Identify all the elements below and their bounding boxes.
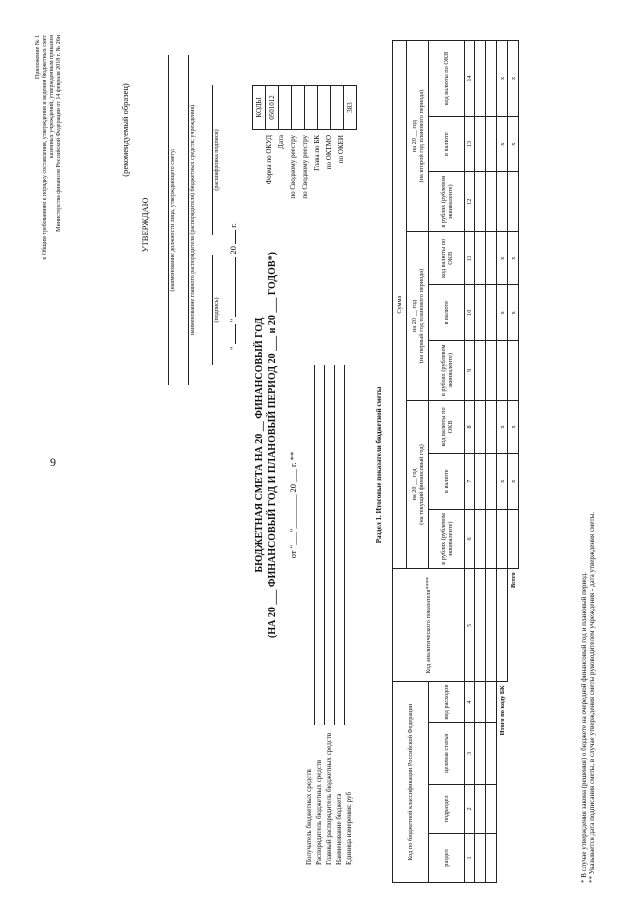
footnotes <box>580 183 596 883</box>
decode-line <box>212 85 213 235</box>
col-podrazdel: подраздел <box>429 784 465 833</box>
doc-date-line: от "___"________ 20 ___ г. ** <box>288 451 298 559</box>
total-kbk-row: Итого по коду БК х х х х х х <box>497 41 508 883</box>
approval-caption-2: наименование главного распорядителя (распорядителя) бюджетных средств; учреждения) <box>190 104 196 336</box>
appendix-block <box>35 35 63 275</box>
recommended-label: (рекомендуемый образец) <box>120 83 130 177</box>
approval-date-close: " <box>228 318 238 323</box>
total-all-row: Всего х х х х х х <box>508 41 519 883</box>
approval-date-open: " <box>228 346 238 350</box>
appendix-line-2: к Общим требованиям к порядку составления, утверждения и ведения бюджетных смет казенных учреждений, утвержденным приказом <box>42 35 55 260</box>
col-razdel: раздел <box>429 833 465 882</box>
code-okei-value: 383 <box>344 86 357 130</box>
y1-currency: в валюте <box>429 454 465 509</box>
code-label-bk: Глава по БК <box>313 135 321 171</box>
approval-title: УТВЕРЖДАЮ <box>140 197 150 253</box>
y3-currency: в валюте <box>429 116 465 171</box>
fields-block <box>305 725 355 865</box>
approval-date-g: г. <box>228 223 238 228</box>
table-row <box>486 41 497 883</box>
footnote-1: * В случае утверждения закона (решения) о бюджете на очередной финансовый год и плановый период. <box>580 572 588 883</box>
code-bk-value <box>318 86 331 130</box>
code-registry-1-value <box>292 86 305 130</box>
field-unit: Единица измерения: руб <box>345 791 353 865</box>
field-recipient: Получатель бюджетных средств <box>305 769 313 865</box>
code-label-oktmo: по ОКТМО <box>325 135 333 170</box>
code-label-okei: по ОКЕИ <box>337 135 345 164</box>
y2-rub: в рублях (рублевом эквиваленте) <box>429 340 465 400</box>
codes-table <box>252 85 357 130</box>
column-numbers-row: 1 2 3 4 5 6 7 8 9 10 11 12 13 14 <box>465 41 475 883</box>
decode-caption: (расшифровка подписи) <box>214 129 220 191</box>
y3-okv: код валюты по ОКВ <box>429 41 465 117</box>
field-line-1 <box>314 365 315 725</box>
col-vid: вид расходов <box>429 682 465 723</box>
code-okud-value: 0501012 <box>266 86 279 130</box>
y2-okv: код валюты по ОКВ <box>429 232 465 285</box>
codes-header: КОДЫ <box>253 86 266 130</box>
y3-rub: в рублях (рублевом эквиваленте) <box>429 172 465 232</box>
doc-title-2: (НА 20 ___ ФИНАНСОВЫЙ ГОД И ПЛАНОВЫЙ ПЕРИОД 20 ___ и 20 ___ ГОДОВ*) <box>267 252 278 638</box>
sum-header: Сумма <box>393 41 407 569</box>
codes-labels <box>253 135 349 345</box>
field-budget-name: Наименование бюджета <box>335 793 343 865</box>
code-label-registry-1: по Сводному реестру <box>289 135 297 199</box>
field-line-4 <box>344 365 345 725</box>
col-celevaya: целевая статья <box>429 722 465 784</box>
analytic-header: Код аналитического показателя**** <box>393 569 465 682</box>
code-registry-2-value <box>305 86 318 130</box>
y1-okv: код валюты по ОКВ <box>429 400 465 453</box>
main-table <box>392 40 519 883</box>
doc-title-1: БЮДЖЕТНАЯ СМЕТА НА 20 __ ФИНАНСОВЫЙ ГОД <box>254 317 265 573</box>
field-line-2 <box>324 365 325 725</box>
approval-caption-1: (наименование должности лица, утверждающего смету; <box>170 148 176 292</box>
appendix-line-3: Министерства финансов Российской Федерации от 14 февраля 2018 г. № 26н <box>56 35 62 232</box>
approval-line-1 <box>168 55 169 385</box>
code-oktmo-value <box>331 86 344 130</box>
field-line-3 <box>334 365 335 725</box>
section-title: Раздел 1. Итоговые показатели бюджетной сметы <box>375 386 383 544</box>
y1-rub: в рублях (рублевом эквиваленте) <box>429 509 465 569</box>
footnote-2: ** Указывается дата подписания сметы, в случае утверждения сметы руководителем учреждения - дата утверждения сметы. <box>588 511 596 883</box>
year1-header: на 20 __ год (на текущий финансовый год) <box>407 400 429 569</box>
approval-line-2 <box>188 55 189 385</box>
approval-date-year: 20 <box>228 246 238 255</box>
year3-header: на 20 __ год (на второй год планового периода) <box>407 41 429 232</box>
total-all-label: Всего <box>509 572 517 589</box>
appendix-line-1: Приложение № 1 <box>35 35 41 79</box>
code-label-date: Дата <box>277 135 285 149</box>
field-distributor: Распорядитель бюджетных средств <box>315 759 323 865</box>
sign-caption: (подпись) <box>214 297 220 323</box>
approval-date <box>228 110 238 350</box>
total-kbk-label: Итого по коду БК <box>498 685 506 736</box>
code-date-value <box>279 86 292 130</box>
code-label-registry-2: по Сводному реестру <box>301 135 309 199</box>
code-label-okud: Форма по ОКУД <box>265 135 273 185</box>
page-number: 9 <box>50 455 56 469</box>
table-row <box>475 41 486 883</box>
year2-header: на 20 __ год (на первый год планового периода) <box>407 232 429 401</box>
field-main-distributor: Главный распорядитель бюджетных средств <box>325 732 333 865</box>
sign-line <box>212 255 213 365</box>
y2-currency: в валюте <box>429 285 465 340</box>
kbk-header: Код по бюджетной классификации Российской Федерации <box>393 682 429 883</box>
